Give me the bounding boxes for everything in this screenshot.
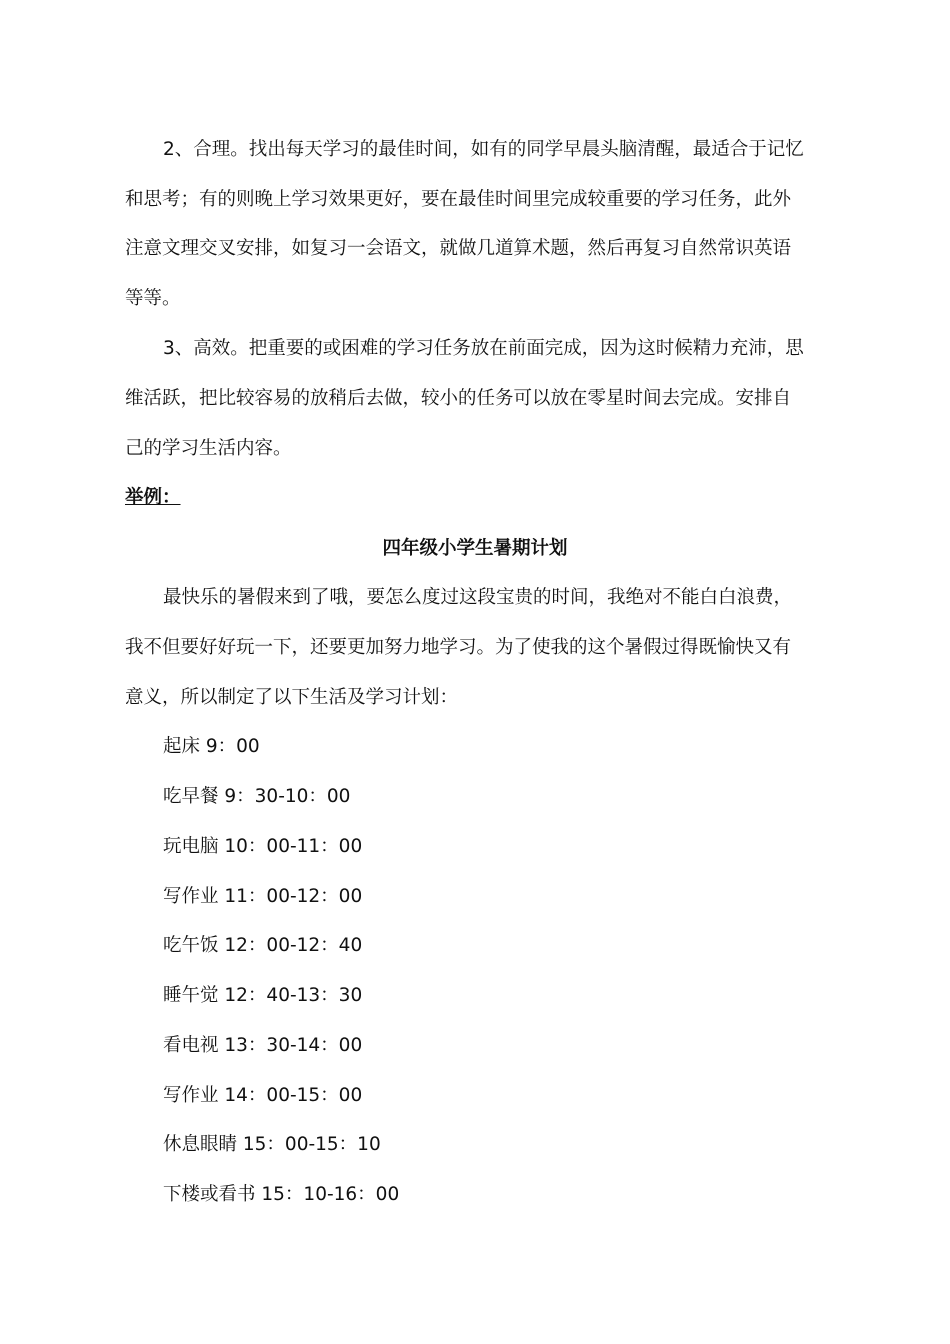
- paragraph-3-line-3: 己的学习生活内容。: [125, 438, 292, 459]
- paragraph-2-line-4: 等等。: [125, 288, 181, 309]
- schedule-item: 吃午饭 12：00-12：40: [163, 935, 363, 956]
- intro-line-2: 我不但要好好玩一下，还要更加努力地学习。为了使我的这个暑假过得既愉快又有: [125, 637, 792, 658]
- paragraph-2-line-3: 注意文理交叉安排，如复习一会语文，就做几道算术题，然后再复习自然常识英语: [125, 238, 792, 259]
- intro-line-1: 最快乐的暑假来到了哦，要怎么度过这段宝贵的时间，我绝对不能白白浪费，: [163, 587, 793, 608]
- paragraph-3-line-1: 3、高效。把重要的或困难的学习任务放在前面完成，因为这时候精力充沛，思: [163, 338, 804, 359]
- schedule-item: 玩电脑 10：00-11：00: [163, 836, 363, 857]
- intro-line-3: 意义，所以制定了以下生活及学习计划：: [125, 687, 459, 708]
- schedule-item: 起床 9：00: [163, 736, 260, 757]
- schedule-item: 睡午觉 12：40-13：30: [163, 985, 363, 1006]
- schedule-item: 吃早餐 9：30-10：00: [163, 786, 351, 807]
- schedule-item: 下楼或看书 15：10-16：00: [163, 1184, 400, 1205]
- paragraph-3-line-2: 维活跃，把比较容易的放稍后去做，较小的任务可以放在零星时间去完成。安排自: [125, 388, 792, 409]
- plan-title: 四年级小学生暑期计划: [382, 538, 568, 559]
- schedule-item: 写作业 11：00-12：00: [163, 886, 363, 907]
- example-label: 举例：: [125, 487, 181, 508]
- paragraph-2-line-1: 2、合理。找出每天学习的最佳时间，如有的同学早晨头脑清醒，最适合于记忆: [163, 139, 804, 160]
- paragraph-2-line-2: 和思考；有的则晚上学习效果更好，要在最佳时间里完成较重要的学习任务，此外: [125, 189, 792, 210]
- schedule-item: 看电视 13：30-14：00: [163, 1035, 363, 1056]
- schedule-item: 休息眼睛 15：00-15：10: [163, 1134, 381, 1155]
- schedule-item: 写作业 14：00-15：00: [163, 1085, 363, 1106]
